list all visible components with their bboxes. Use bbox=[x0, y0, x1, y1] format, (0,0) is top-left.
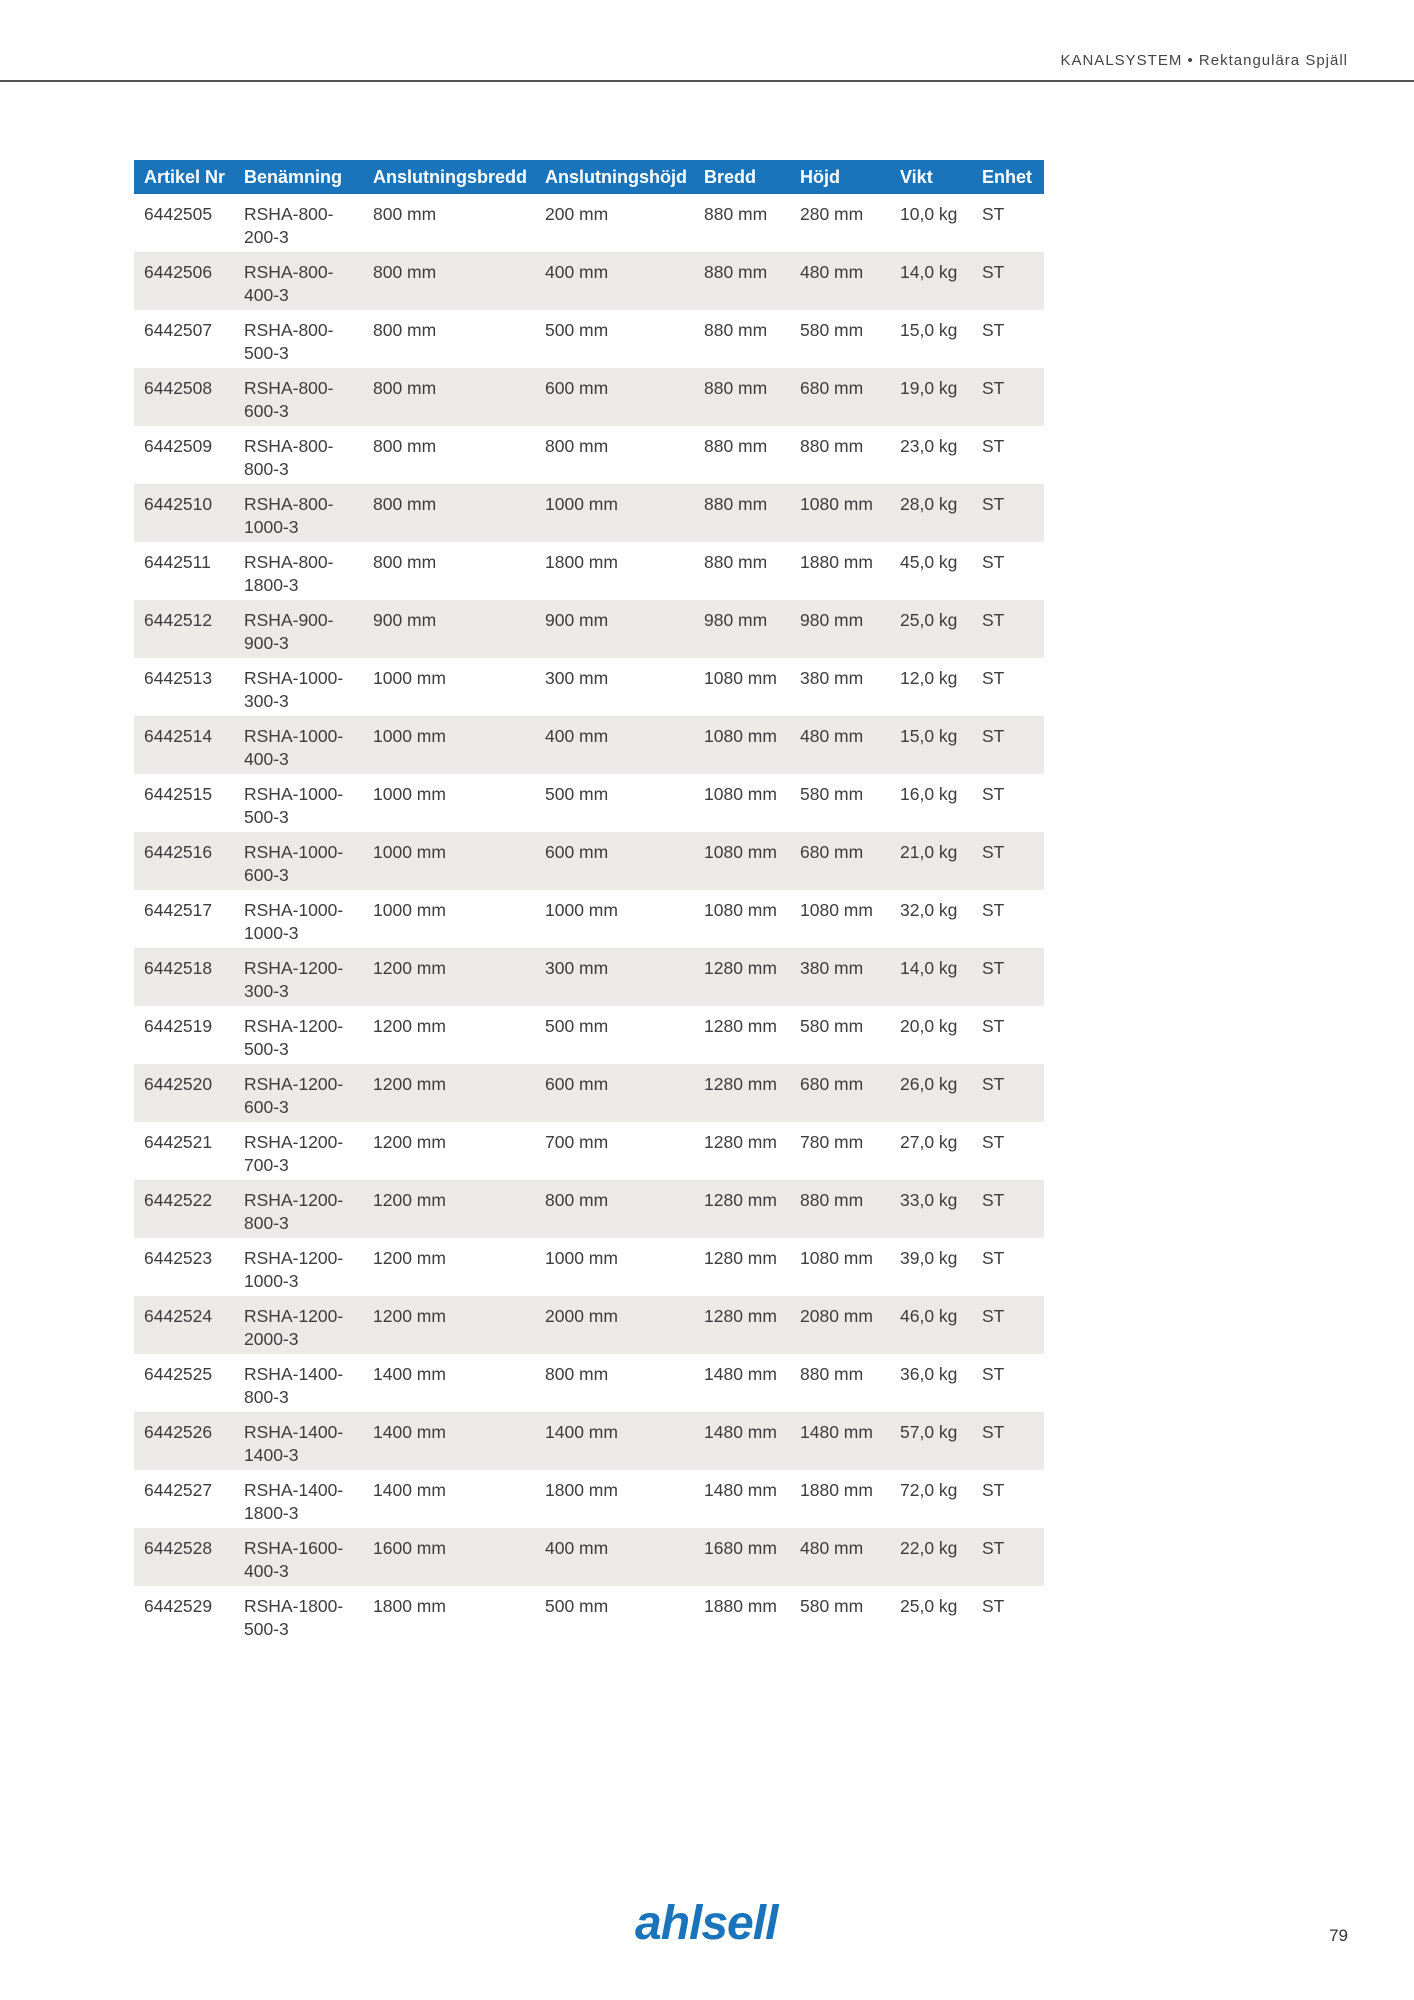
benamning-line-1: RSHA-1200- bbox=[244, 1074, 344, 1094]
cell-anslutningshojd: 300 mm bbox=[535, 948, 694, 1006]
cell-benamning bbox=[234, 1528, 363, 1586]
cell-anslutningshojd: 1800 mm bbox=[545, 1480, 618, 1500]
cell-hojd: 380 mm bbox=[800, 668, 864, 688]
table-row bbox=[134, 1296, 1044, 1354]
cell-benamning bbox=[234, 1238, 363, 1296]
cell-hojd: 2080 mm bbox=[790, 1296, 890, 1354]
benamning-line-2: 500-3 bbox=[244, 807, 289, 827]
benamning-line-2: 500-3 bbox=[244, 1619, 289, 1639]
cell-bredd: 1080 mm bbox=[694, 832, 790, 890]
cell-artikel-nr: 6442523 bbox=[144, 1248, 213, 1268]
benamning-line-1: RSHA-800- bbox=[244, 320, 334, 340]
cell-vikt: 14,0 kg bbox=[890, 948, 972, 1006]
cell-anslutningshojd: 300 mm bbox=[545, 668, 609, 688]
cell-anslutningshojd: 400 mm bbox=[535, 1528, 694, 1586]
cell-anslutningsbredd: 1200 mm bbox=[373, 1132, 446, 1152]
table-row bbox=[134, 310, 1044, 368]
cell-artikel-nr: 6442516 bbox=[134, 832, 234, 890]
benamning-line-1: RSHA-1400- bbox=[244, 1480, 344, 1500]
cell-artikel-nr: 6442529 bbox=[144, 1596, 213, 1616]
benamning-line-2: 400-3 bbox=[244, 285, 289, 305]
cell-vikt: 25,0 kg bbox=[900, 1596, 958, 1616]
table-row bbox=[134, 1470, 1044, 1528]
cell-vikt: 22,0 kg bbox=[890, 1528, 972, 1586]
column-header: Bredd bbox=[694, 160, 790, 194]
cell-bredd: 1080 mm bbox=[704, 900, 777, 920]
table-row bbox=[134, 542, 1044, 600]
table-row bbox=[134, 1122, 1044, 1180]
benamning-line-1: RSHA-1000- bbox=[244, 668, 344, 688]
cell-anslutningsbredd: 1000 mm bbox=[363, 832, 535, 890]
cell-hojd: 480 mm bbox=[790, 716, 890, 774]
cell-hojd: 1080 mm bbox=[800, 1248, 873, 1268]
cell-vikt: 14,0 kg bbox=[890, 252, 972, 310]
cell-benamning bbox=[234, 1470, 363, 1528]
cell-anslutningshojd: 600 mm bbox=[535, 832, 694, 890]
cell-enhet: ST bbox=[982, 1480, 1005, 1500]
cell-vikt: 23,0 kg bbox=[900, 436, 958, 456]
benamning-line-1: RSHA-1000- bbox=[244, 842, 344, 862]
cell-bredd: 880 mm bbox=[694, 252, 790, 310]
cell-benamning bbox=[234, 600, 363, 658]
column-header: Enhet bbox=[972, 160, 1044, 194]
ahlsell-logo: ahlsell bbox=[635, 1897, 778, 1950]
cell-artikel-nr: 6442512 bbox=[134, 600, 234, 658]
cell-anslutningsbredd: 800 mm bbox=[373, 204, 437, 224]
product-table-container bbox=[134, 160, 1044, 1644]
cell-bredd: 1280 mm bbox=[694, 948, 790, 1006]
cell-anslutningshojd: 1000 mm bbox=[535, 484, 694, 542]
cell-artikel-nr: 6442526 bbox=[134, 1412, 234, 1470]
cell-enhet: ST bbox=[972, 1296, 1044, 1354]
cell-anslutningshojd: 600 mm bbox=[535, 368, 694, 426]
cell-anslutningsbredd: 800 mm bbox=[373, 552, 437, 572]
cell-enhet: ST bbox=[982, 1016, 1005, 1036]
cell-enhet: ST bbox=[982, 1248, 1005, 1268]
cell-enhet: ST bbox=[972, 1064, 1044, 1122]
cell-vikt: 27,0 kg bbox=[900, 1132, 958, 1152]
cell-enhet: ST bbox=[982, 436, 1005, 456]
column-header: Höjd bbox=[790, 160, 890, 194]
cell-hojd: 480 mm bbox=[790, 1528, 890, 1586]
cell-enhet: ST bbox=[972, 1412, 1044, 1470]
cell-vikt: 32,0 kg bbox=[900, 900, 958, 920]
cell-artikel-nr: 6442513 bbox=[144, 668, 213, 688]
cell-vikt: 19,0 kg bbox=[890, 368, 972, 426]
cell-anslutningsbredd: 1000 mm bbox=[373, 784, 446, 804]
table-row bbox=[134, 1180, 1044, 1238]
cell-bredd: 880 mm bbox=[704, 204, 768, 224]
table-row bbox=[134, 252, 1044, 310]
cell-bredd: 980 mm bbox=[694, 600, 790, 658]
benamning-line-1: RSHA-1800- bbox=[244, 1596, 344, 1616]
cell-vikt: 33,0 kg bbox=[890, 1180, 972, 1238]
cell-hojd: 1880 mm bbox=[800, 552, 873, 572]
cell-enhet: ST bbox=[972, 368, 1044, 426]
cell-artikel-nr: 6442528 bbox=[134, 1528, 234, 1586]
benamning-line-1: RSHA-1200- bbox=[244, 1132, 344, 1152]
cell-benamning bbox=[234, 542, 363, 600]
cell-bredd: 1280 mm bbox=[694, 1064, 790, 1122]
column-header: Vikt bbox=[890, 160, 972, 194]
cell-artikel-nr: 6442522 bbox=[134, 1180, 234, 1238]
cell-benamning bbox=[234, 426, 363, 484]
cell-anslutningshojd: 400 mm bbox=[535, 252, 694, 310]
benamning-line-1: RSHA-900- bbox=[244, 610, 334, 630]
cell-enhet: ST bbox=[972, 600, 1044, 658]
cell-hojd: 780 mm bbox=[800, 1132, 864, 1152]
benamning-line-1: RSHA-1400- bbox=[244, 1422, 344, 1442]
column-header: Benämning bbox=[234, 160, 363, 194]
cell-anslutningshojd: 800 mm bbox=[545, 436, 609, 456]
cell-anslutningshojd: 800 mm bbox=[535, 1180, 694, 1238]
cell-artikel-nr: 6442505 bbox=[144, 204, 213, 224]
benamning-line-2: 300-3 bbox=[244, 981, 289, 1001]
cell-artikel-nr: 6442524 bbox=[134, 1296, 234, 1354]
cell-enhet: ST bbox=[982, 204, 1005, 224]
benamning-line-2: 500-3 bbox=[244, 1039, 289, 1059]
cell-artikel-nr: 6442520 bbox=[134, 1064, 234, 1122]
cell-benamning bbox=[234, 774, 363, 832]
benamning-line-1: RSHA-1600- bbox=[244, 1538, 344, 1558]
benamning-line-2: 600-3 bbox=[244, 1097, 289, 1117]
benamning-line-2: 800-3 bbox=[244, 459, 289, 479]
table-row bbox=[134, 1006, 1044, 1064]
cell-vikt: 46,0 kg bbox=[890, 1296, 972, 1354]
cell-anslutningsbredd: 1000 mm bbox=[363, 716, 535, 774]
benamning-line-1: RSHA-800- bbox=[244, 552, 334, 572]
cell-bredd: 1280 mm bbox=[704, 1248, 777, 1268]
cell-artikel-nr: 6442509 bbox=[144, 436, 213, 456]
cell-hojd: 480 mm bbox=[790, 252, 890, 310]
cell-anslutningsbredd: 1200 mm bbox=[363, 948, 535, 1006]
cell-anslutningsbredd: 1200 mm bbox=[363, 1180, 535, 1238]
cell-hojd: 580 mm bbox=[800, 1596, 864, 1616]
cell-bredd: 1280 mm bbox=[704, 1016, 777, 1036]
cell-artikel-nr: 6442506 bbox=[134, 252, 234, 310]
cell-anslutningsbredd: 1200 mm bbox=[363, 1296, 535, 1354]
cell-anslutningsbredd: 1600 mm bbox=[363, 1528, 535, 1586]
cell-enhet: ST bbox=[972, 1180, 1044, 1238]
cell-bredd: 1480 mm bbox=[694, 1412, 790, 1470]
cell-hojd: 680 mm bbox=[790, 832, 890, 890]
table-row bbox=[134, 426, 1044, 484]
benamning-line-2: 1000-3 bbox=[244, 1271, 299, 1291]
cell-vikt: 28,0 kg bbox=[890, 484, 972, 542]
cell-anslutningsbredd: 800 mm bbox=[363, 484, 535, 542]
benamning-line-1: RSHA-800- bbox=[244, 378, 334, 398]
cell-hojd: 880 mm bbox=[800, 1364, 864, 1384]
benamning-line-2: 600-3 bbox=[244, 865, 289, 885]
cell-anslutningsbredd: 1200 mm bbox=[373, 1248, 446, 1268]
cell-anslutningsbredd: 800 mm bbox=[363, 368, 535, 426]
cell-enhet: ST bbox=[972, 948, 1044, 1006]
cell-bredd: 1880 mm bbox=[704, 1596, 777, 1616]
cell-anslutningshojd: 200 mm bbox=[545, 204, 609, 224]
cell-vikt: 12,0 kg bbox=[900, 668, 958, 688]
cell-bredd: 1480 mm bbox=[704, 1364, 777, 1384]
header-divider bbox=[0, 80, 1414, 82]
cell-benamning bbox=[234, 716, 363, 774]
cell-anslutningsbredd: 1200 mm bbox=[363, 1064, 535, 1122]
table-row bbox=[134, 1354, 1044, 1412]
cell-artikel-nr: 6442517 bbox=[144, 900, 213, 920]
cell-anslutningsbredd: 900 mm bbox=[363, 600, 535, 658]
cell-enhet: ST bbox=[982, 784, 1005, 804]
benamning-line-2: 600-3 bbox=[244, 401, 289, 421]
cell-vikt: 72,0 kg bbox=[900, 1480, 958, 1500]
cell-vikt: 10,0 kg bbox=[900, 204, 958, 224]
cell-enhet: ST bbox=[972, 832, 1044, 890]
cell-benamning bbox=[234, 1354, 363, 1412]
cell-benamning bbox=[234, 1122, 363, 1180]
cell-anslutningshojd: 2000 mm bbox=[535, 1296, 694, 1354]
benamning-line-1: RSHA-800- bbox=[244, 262, 334, 282]
cell-anslutningshojd: 500 mm bbox=[545, 784, 609, 804]
benamning-line-2: 400-3 bbox=[244, 1561, 289, 1581]
cell-anslutningsbredd: 1000 mm bbox=[373, 900, 446, 920]
cell-hojd: 280 mm bbox=[800, 204, 864, 224]
cell-enhet: ST bbox=[982, 668, 1005, 688]
table-row bbox=[134, 1064, 1044, 1122]
cell-anslutningshojd: 500 mm bbox=[545, 1016, 609, 1036]
cell-hojd: 1480 mm bbox=[790, 1412, 890, 1470]
table-row bbox=[134, 658, 1044, 716]
benamning-line-1: RSHA-1200- bbox=[244, 1306, 344, 1326]
cell-enhet: ST bbox=[982, 320, 1005, 340]
cell-bredd: 1280 mm bbox=[694, 1180, 790, 1238]
page-number: 79 bbox=[1329, 1926, 1348, 1945]
cell-hojd: 580 mm bbox=[800, 320, 864, 340]
benamning-line-2: 800-3 bbox=[244, 1213, 289, 1233]
cell-bredd: 880 mm bbox=[694, 484, 790, 542]
cell-artikel-nr: 6442507 bbox=[144, 320, 213, 340]
cell-benamning bbox=[234, 832, 363, 890]
cell-hojd: 1880 mm bbox=[800, 1480, 873, 1500]
cell-anslutningshojd: 500 mm bbox=[545, 1596, 609, 1616]
cell-benamning bbox=[234, 658, 363, 716]
cell-vikt: 26,0 kg bbox=[890, 1064, 972, 1122]
cell-anslutningshojd: 600 mm bbox=[535, 1064, 694, 1122]
benamning-line-1: RSHA-1400- bbox=[244, 1364, 344, 1384]
cell-vikt: 21,0 kg bbox=[890, 832, 972, 890]
cell-enhet: ST bbox=[972, 1528, 1044, 1586]
cell-hojd: 880 mm bbox=[800, 436, 864, 456]
benamning-line-1: RSHA-1000- bbox=[244, 784, 344, 804]
table-row bbox=[134, 194, 1044, 252]
cell-artikel-nr: 6442510 bbox=[134, 484, 234, 542]
benamning-line-2: 1800-3 bbox=[244, 575, 299, 595]
cell-benamning bbox=[234, 484, 363, 542]
cell-enhet: ST bbox=[982, 900, 1005, 920]
cell-anslutningshojd: 700 mm bbox=[545, 1132, 609, 1152]
cell-vikt: 45,0 kg bbox=[900, 552, 958, 572]
benamning-line-1: RSHA-1200- bbox=[244, 1016, 344, 1036]
cell-artikel-nr: 6442519 bbox=[144, 1016, 213, 1036]
cell-artikel-nr: 6442508 bbox=[134, 368, 234, 426]
benamning-line-2: 700-3 bbox=[244, 1155, 289, 1175]
cell-benamning bbox=[234, 1412, 363, 1470]
cell-artikel-nr: 6442515 bbox=[144, 784, 213, 804]
cell-anslutningshojd: 1000 mm bbox=[545, 900, 618, 920]
cell-vikt: 16,0 kg bbox=[900, 784, 958, 804]
cell-anslutningsbredd: 1800 mm bbox=[373, 1596, 446, 1616]
cell-vikt: 15,0 kg bbox=[900, 320, 958, 340]
cell-hojd: 580 mm bbox=[800, 1016, 864, 1036]
cell-enhet: ST bbox=[982, 1596, 1005, 1616]
cell-enhet: ST bbox=[982, 1364, 1005, 1384]
benamning-line-1: RSHA-800- bbox=[244, 204, 334, 224]
cell-hojd: 680 mm bbox=[790, 368, 890, 426]
cell-bredd: 1680 mm bbox=[694, 1528, 790, 1586]
cell-anslutningsbredd: 1400 mm bbox=[373, 1364, 446, 1384]
cell-hojd: 380 mm bbox=[790, 948, 890, 1006]
cell-hojd: 680 mm bbox=[790, 1064, 890, 1122]
benamning-line-1: RSHA-1200- bbox=[244, 1248, 344, 1268]
cell-anslutningshojd: 500 mm bbox=[545, 320, 609, 340]
cell-benamning bbox=[234, 310, 363, 368]
cell-bredd: 1480 mm bbox=[704, 1480, 777, 1500]
benamning-line-1: RSHA-1200- bbox=[244, 958, 344, 978]
cell-artikel-nr: 6442527 bbox=[144, 1480, 213, 1500]
benamning-line-2: 1800-3 bbox=[244, 1503, 299, 1523]
cell-anslutningsbredd: 1200 mm bbox=[373, 1016, 446, 1036]
cell-vikt: 20,0 kg bbox=[900, 1016, 958, 1036]
cell-benamning bbox=[234, 1296, 363, 1354]
cell-bredd: 880 mm bbox=[694, 368, 790, 426]
cell-hojd: 880 mm bbox=[790, 1180, 890, 1238]
column-header: Artikel Nr bbox=[134, 160, 234, 194]
cell-anslutningshojd: 800 mm bbox=[545, 1364, 609, 1384]
table-row bbox=[134, 890, 1044, 948]
running-header: KANALSYSTEM • Rektangulära Spjäll bbox=[1060, 52, 1348, 69]
benamning-line-1: RSHA-800- bbox=[244, 436, 334, 456]
cell-bredd: 880 mm bbox=[704, 320, 768, 340]
benamning-line-1: RSHA-800- bbox=[244, 494, 334, 514]
benamning-line-2: 200-3 bbox=[244, 227, 289, 247]
cell-bredd: 1080 mm bbox=[704, 784, 777, 804]
benamning-line-2: 1400-3 bbox=[244, 1445, 299, 1465]
cell-artikel-nr: 6442511 bbox=[144, 552, 211, 572]
cell-bredd: 880 mm bbox=[704, 436, 768, 456]
benamning-line-2: 2000-3 bbox=[244, 1329, 299, 1349]
cell-benamning bbox=[234, 1586, 363, 1644]
cell-enhet: ST bbox=[972, 484, 1044, 542]
benamning-line-2: 1000-3 bbox=[244, 517, 299, 537]
cell-vikt: 15,0 kg bbox=[890, 716, 972, 774]
cell-benamning bbox=[234, 1180, 363, 1238]
cell-bredd: 1280 mm bbox=[704, 1132, 777, 1152]
table-row bbox=[134, 1528, 1044, 1586]
cell-hojd: 1080 mm bbox=[790, 484, 890, 542]
cell-vikt: 36,0 kg bbox=[900, 1364, 958, 1384]
cell-enhet: ST bbox=[972, 252, 1044, 310]
table-row bbox=[134, 716, 1044, 774]
table-body bbox=[134, 194, 1044, 1644]
cell-benamning bbox=[234, 1064, 363, 1122]
cell-bredd: 1080 mm bbox=[704, 668, 777, 688]
cell-anslutningshojd: 1400 mm bbox=[535, 1412, 694, 1470]
cell-vikt: 57,0 kg bbox=[890, 1412, 972, 1470]
column-header: Anslutningsbredd bbox=[363, 160, 535, 194]
cell-artikel-nr: 6442518 bbox=[134, 948, 234, 1006]
cell-bredd: 1080 mm bbox=[694, 716, 790, 774]
cell-anslutningsbredd: 1400 mm bbox=[363, 1412, 535, 1470]
cell-benamning bbox=[234, 252, 363, 310]
benamning-line-2: 500-3 bbox=[244, 343, 289, 363]
benamning-line-2: 300-3 bbox=[244, 691, 289, 711]
cell-enhet: ST bbox=[982, 552, 1005, 572]
cell-vikt: 25,0 kg bbox=[890, 600, 972, 658]
cell-hojd: 580 mm bbox=[800, 784, 864, 804]
benamning-line-2: 1000-3 bbox=[244, 923, 299, 943]
column-header: Anslutningshöjd bbox=[535, 160, 694, 194]
benamning-line-2: 900-3 bbox=[244, 633, 289, 653]
table-row bbox=[134, 1586, 1044, 1644]
table-row bbox=[134, 484, 1044, 542]
benamning-line-1: RSHA-1200- bbox=[244, 1190, 344, 1210]
cell-anslutningshojd: 1800 mm bbox=[545, 552, 618, 572]
cell-anslutningshojd: 400 mm bbox=[535, 716, 694, 774]
benamning-line-1: RSHA-1000- bbox=[244, 900, 344, 920]
benamning-line-1: RSHA-1000- bbox=[244, 726, 344, 746]
table-row bbox=[134, 832, 1044, 890]
table-row bbox=[134, 1238, 1044, 1296]
table-row bbox=[134, 774, 1044, 832]
cell-benamning bbox=[234, 194, 363, 252]
table-row bbox=[134, 948, 1044, 1006]
cell-anslutningsbredd: 800 mm bbox=[363, 252, 535, 310]
cell-anslutningsbredd: 800 mm bbox=[373, 436, 437, 456]
cell-vikt: 39,0 kg bbox=[900, 1248, 958, 1268]
table-row bbox=[134, 368, 1044, 426]
cell-bredd: 880 mm bbox=[704, 552, 768, 572]
table-row bbox=[134, 600, 1044, 658]
cell-enhet: ST bbox=[972, 716, 1044, 774]
cell-enhet: ST bbox=[982, 1132, 1005, 1152]
cell-artikel-nr: 6442521 bbox=[144, 1132, 213, 1152]
cell-artikel-nr: 6442525 bbox=[144, 1364, 213, 1384]
product-table bbox=[134, 160, 1044, 1644]
benamning-line-2: 400-3 bbox=[244, 749, 289, 769]
cell-anslutningsbredd: 1400 mm bbox=[373, 1480, 446, 1500]
cell-anslutningsbredd: 800 mm bbox=[373, 320, 437, 340]
cell-benamning bbox=[234, 890, 363, 948]
cell-anslutningshojd: 1000 mm bbox=[545, 1248, 618, 1268]
cell-hojd: 1080 mm bbox=[800, 900, 873, 920]
cell-bredd: 1280 mm bbox=[694, 1296, 790, 1354]
cell-anslutningshojd: 900 mm bbox=[535, 600, 694, 658]
cell-anslutningsbredd: 1000 mm bbox=[373, 668, 446, 688]
cell-artikel-nr: 6442514 bbox=[134, 716, 234, 774]
cell-benamning bbox=[234, 1006, 363, 1064]
cell-benamning bbox=[234, 948, 363, 1006]
benamning-line-2: 800-3 bbox=[244, 1387, 289, 1407]
table-header-row bbox=[134, 160, 1044, 194]
cell-hojd: 980 mm bbox=[790, 600, 890, 658]
table-row bbox=[134, 1412, 1044, 1470]
cell-benamning bbox=[234, 368, 363, 426]
